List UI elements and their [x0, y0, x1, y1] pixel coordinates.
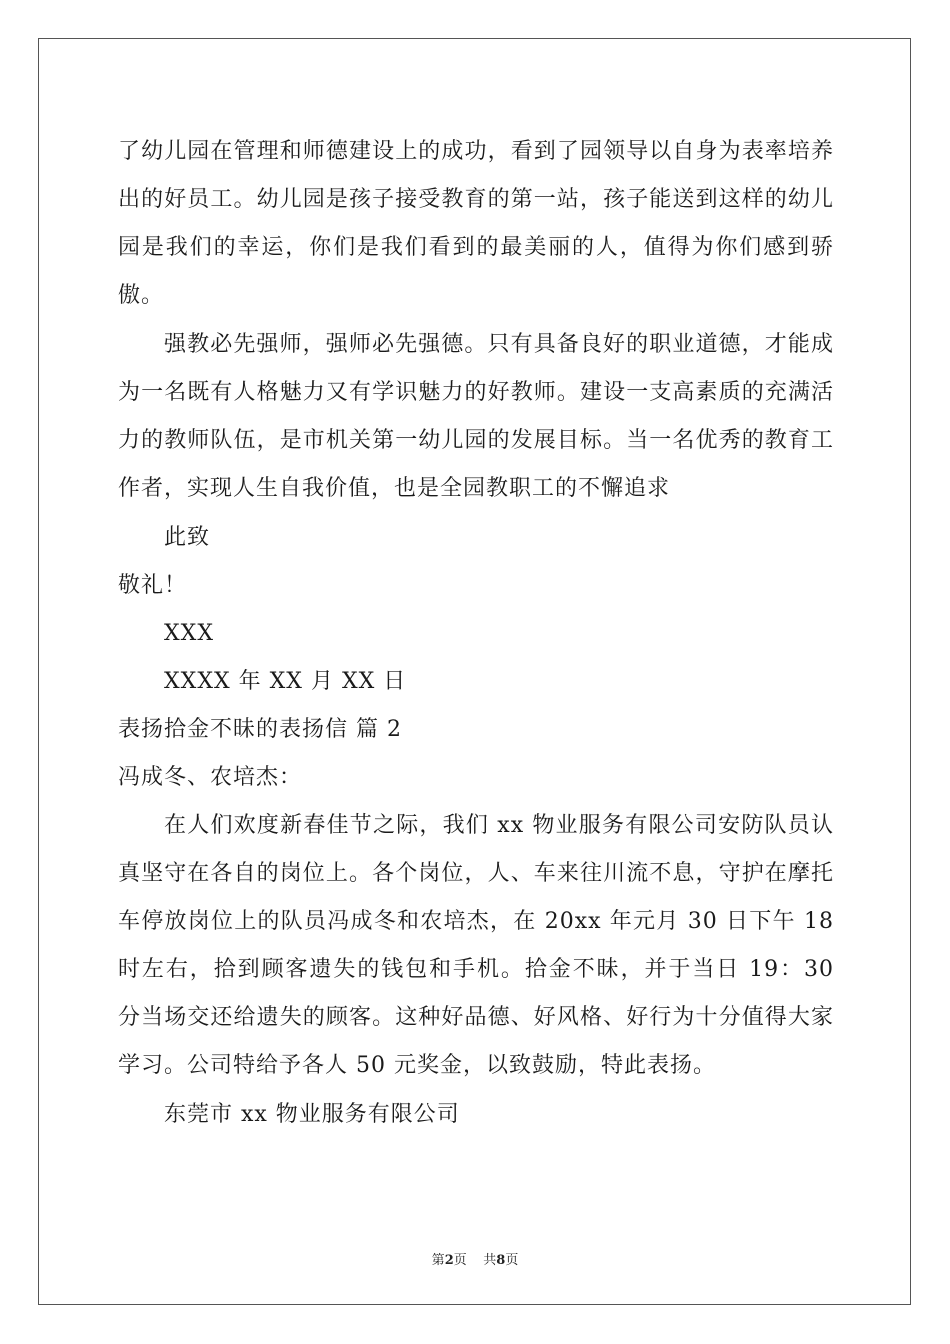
document-body	[118, 128, 834, 1139]
signature: XXX	[164, 621, 214, 646]
footer-middle: 页 共	[453, 1253, 497, 1268]
company-name: 东莞市 xx 物业服务有限公司	[164, 1102, 460, 1127]
footer-total-pages: 8	[496, 1253, 506, 1268]
paragraph-1: 了幼儿园在管理和师德建设上的成功，看到了园领导以自身为表率培养出的好员工。幼儿园是孩子接受教育的第一站，孩子能送到这样的幼儿园是我们的幸运，你们是我们看到的最美丽的人，值得为你们感到骄傲。	[118, 139, 834, 308]
closing-line-1: 此致	[164, 525, 211, 550]
footer-suffix: 页	[505, 1253, 519, 1268]
paragraph-3: 在人们欢度新春佳节之际，我们 xx 物业服务有限公司安防队员认真坚守在各自的岗位上。各个岗位，人、车来往川流不息，守护在摩托车停放岗位上的队员冯成冬和农培杰，在 20xx 年元月 30 日下午 18 时左右，拾到顾客遗失的钱包和手机。拾金不昧，并于当日 19：30 分当场交还给遗失的顾客。这种好品德、好风格、好行为十分值得大家学习。公司特给予各人 50 元奖金，以致鼓励，特此表扬。	[118, 813, 834, 1078]
salutation: 冯成冬、农培杰：	[118, 765, 303, 790]
date-line: XXXX 年 XX 月 XX 日	[164, 669, 407, 694]
paragraph-2: 强教必先强师，强师必先强德。只有具备良好的职业道德，才能成为一名既有人格魅力又有学识魅力的好教师。建设一支高素质的充满活力的教师队伍，是市机关第一幼儿园的发展目标。当一名优秀的教育工作者，实现人生自我价值，也是全园教职工的不懈追求	[118, 332, 834, 501]
section-title: 表扬拾金不昧的表扬信 篇 2	[118, 717, 402, 742]
footer-prefix: 第	[431, 1253, 445, 1268]
footer-current-page: 2	[444, 1253, 454, 1268]
page-footer	[0, 1249, 950, 1268]
closing-line-2: 敬礼！	[118, 573, 188, 598]
